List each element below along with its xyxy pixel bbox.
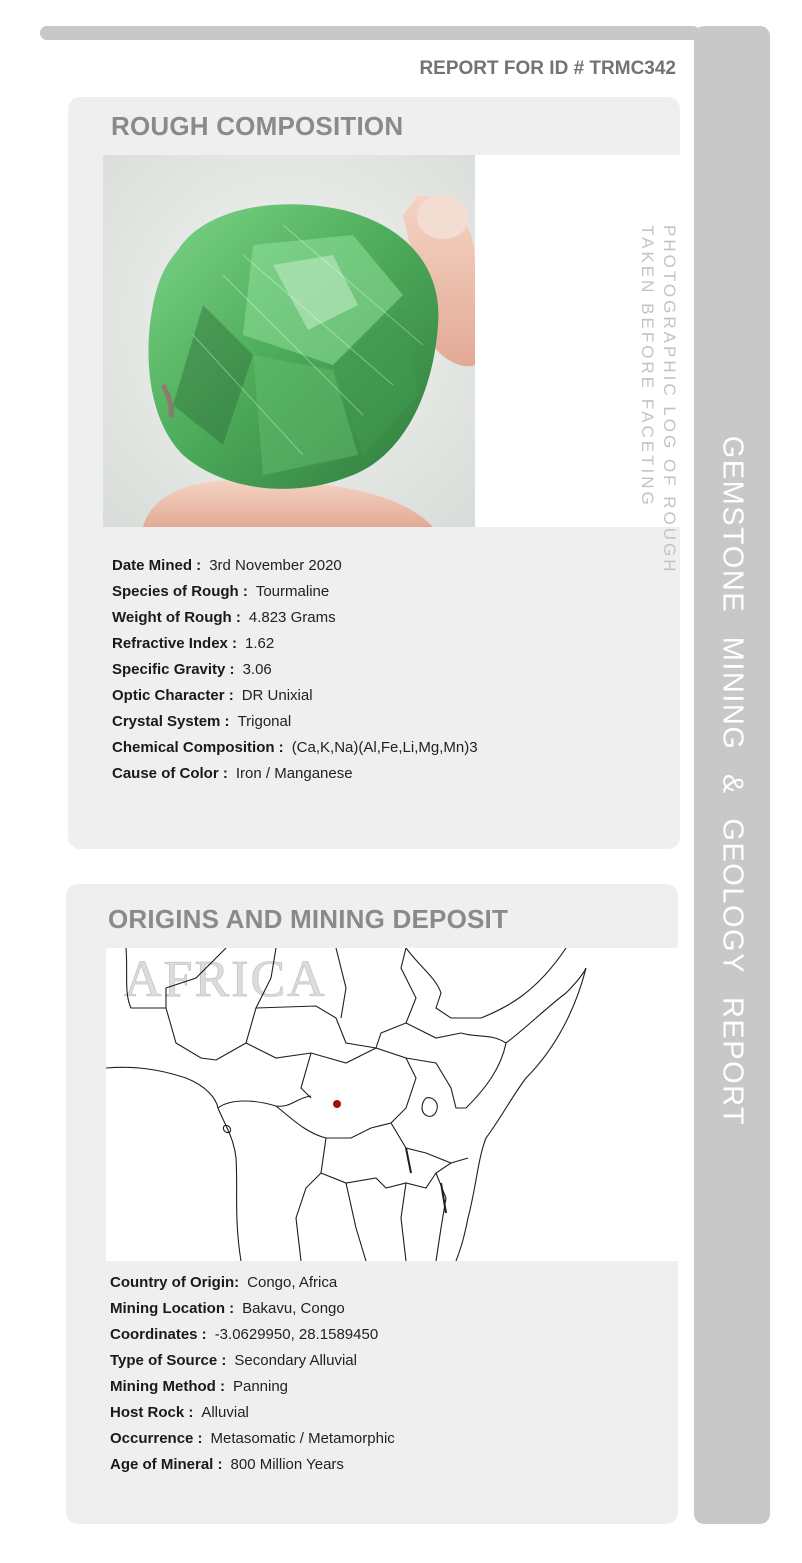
detail-value: Congo, Africa <box>247 1274 338 1291</box>
detail-value: Secondary Alluvial <box>234 1352 357 1369</box>
detail-row-mining-method <box>110 1378 395 1404</box>
detail-label: Species of Rough : <box>112 583 248 600</box>
detail-value: 3.06 <box>242 661 272 678</box>
map-region-label: AFRICA <box>124 951 327 1008</box>
detail-label: Crystal System : <box>112 713 230 730</box>
detail-row-country <box>110 1274 395 1300</box>
report-id: REPORT FOR ID # TRMC342 <box>419 58 676 79</box>
detail-value: 3rd November 2020 <box>209 557 342 574</box>
detail-label: Refractive Index : <box>112 635 238 652</box>
africa-map-illustration <box>106 948 678 1261</box>
detail-label: Mining Location : <box>110 1300 235 1317</box>
detail-row-specific-gravity <box>112 661 478 687</box>
detail-row-occurrence <box>110 1430 395 1456</box>
rough-composition-title: ROUGH COMPOSITION <box>111 111 404 141</box>
detail-label: Weight of Rough : <box>112 609 241 626</box>
photo-caption <box>631 225 681 581</box>
detail-row-cause-of-color <box>112 765 478 791</box>
detail-value: -3.0629950, 28.1589450 <box>214 1326 379 1343</box>
detail-label: Cause of Color : <box>112 765 228 782</box>
gemstone-photo <box>103 155 475 527</box>
detail-row-refractive-index <box>112 635 478 661</box>
detail-label: Type of Source : <box>110 1352 227 1369</box>
detail-value: Bakavu, Congo <box>242 1300 345 1317</box>
report-side-title: GEMSTONE MINING & GEOLOGY REPORT <box>716 435 749 1127</box>
photo-caption-line-1: PHOTOGRAPHIC LOG OF ROUGH <box>660 225 679 575</box>
photo-caption-line-2: TAKEN BEFORE FACETING <box>638 225 657 508</box>
detail-value: Metasomatic / Metamorphic <box>210 1430 395 1447</box>
detail-label: Mining Method : <box>110 1378 225 1395</box>
detail-label: Chemical Composition : <box>112 739 284 756</box>
detail-row-host-rock <box>110 1404 395 1430</box>
detail-value: Alluvial <box>201 1404 249 1421</box>
detail-value: (Ca,K,Na)(Al,Fe,Li,Mg,Mn)3 <box>291 739 478 756</box>
top-frame-bar <box>40 26 700 40</box>
detail-label: Date Mined : <box>112 557 202 574</box>
detail-label: Country of Origin: <box>110 1274 240 1291</box>
detail-value: Tourmaline <box>255 583 330 600</box>
origin-map <box>106 948 678 1261</box>
detail-value: 800 Million Years <box>230 1456 344 1473</box>
side-title-container <box>694 26 770 1524</box>
detail-row-date-mined <box>112 557 478 583</box>
detail-row-weight <box>112 609 478 635</box>
detail-row-crystal-system <box>112 713 478 739</box>
detail-value: 1.62 <box>245 635 275 652</box>
origins-card <box>66 884 678 1524</box>
detail-row-mining-location <box>110 1300 395 1326</box>
detail-value: Trigonal <box>237 713 292 730</box>
rough-details-list <box>112 557 478 791</box>
detail-row-species <box>112 583 478 609</box>
detail-label: Specific Gravity : <box>112 661 235 678</box>
detail-row-age-of-mineral <box>110 1456 395 1482</box>
detail-value: DR Unixial <box>241 687 313 704</box>
detail-row-optic-character <box>112 687 478 713</box>
detail-value: Iron / Manganese <box>235 765 353 782</box>
rough-composition-card <box>68 97 680 849</box>
origins-title: ORIGINS AND MINING DEPOSIT <box>108 904 509 934</box>
detail-label: Age of Mineral : <box>110 1456 223 1473</box>
detail-row-type-of-source <box>110 1352 395 1378</box>
gemstone-illustration <box>103 155 475 527</box>
mining-location-marker <box>333 1100 341 1108</box>
detail-label: Coordinates : <box>110 1326 207 1343</box>
detail-label: Optic Character : <box>112 687 234 704</box>
detail-label: Occurrence : <box>110 1430 203 1447</box>
detail-value: 4.823 Grams <box>248 609 336 626</box>
detail-row-chemical-composition <box>112 739 478 765</box>
detail-row-coordinates <box>110 1326 395 1352</box>
detail-label: Host Rock : <box>110 1404 194 1421</box>
detail-value: Panning <box>232 1378 289 1395</box>
origin-details-list <box>110 1274 395 1482</box>
